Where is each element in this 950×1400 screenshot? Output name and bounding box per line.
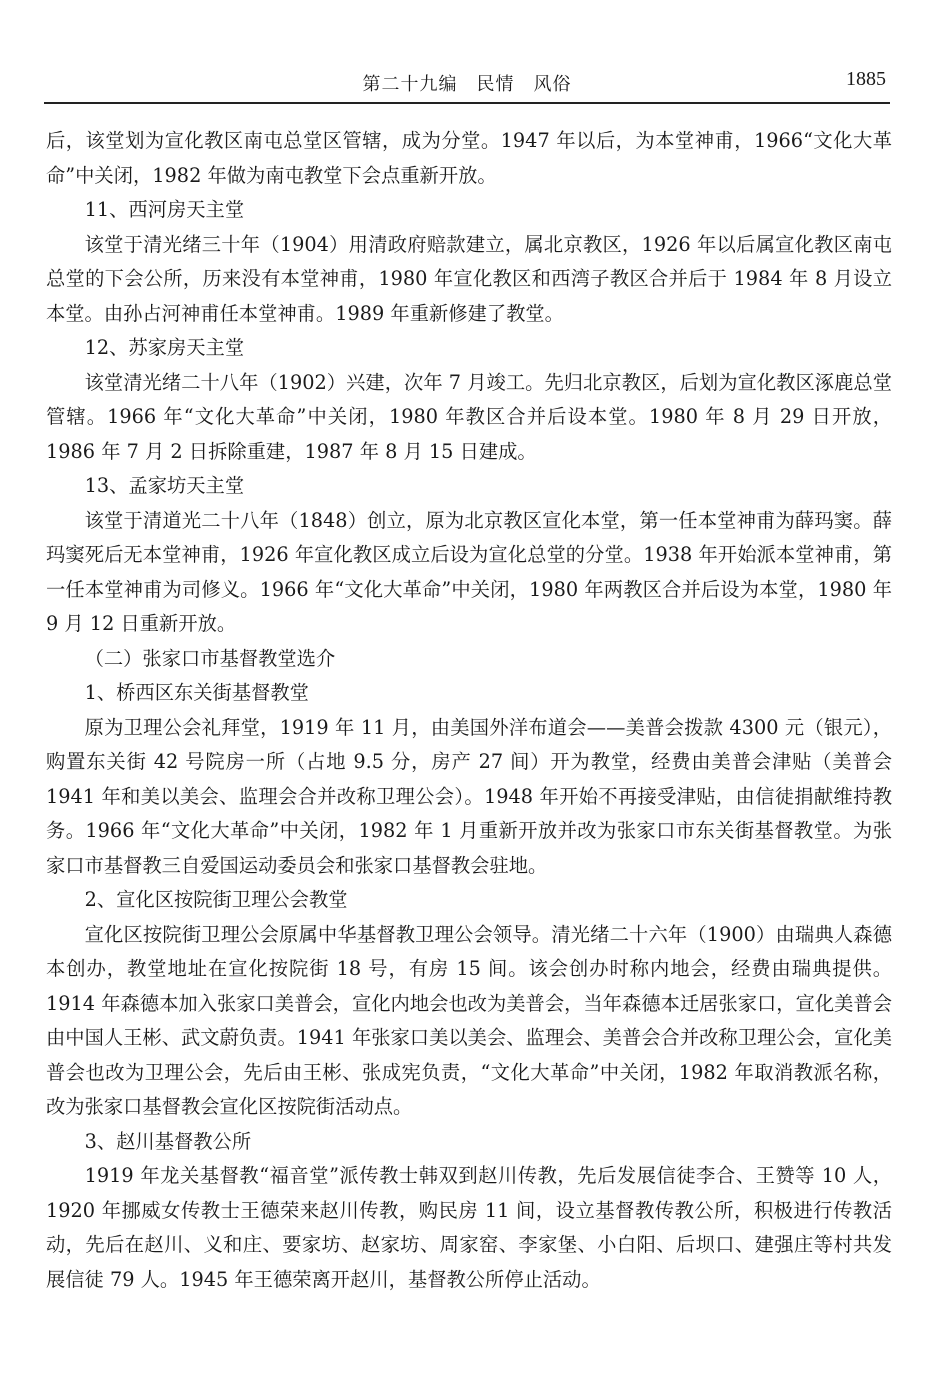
section-heading-dongguanjie: 1、桥西区东关街基督教堂 [84, 681, 309, 704]
section-heading-mengjiafang: 13、孟家坊天主堂 [84, 474, 245, 497]
paragraph-zhaochuan: 1919 年龙关基督教“福音堂”派传教士韩双到赵川传教，先后发展信徒李合、王赞等 10 人，1920 年挪威女传教士王德荣来赵川传教，购民房 11 间，设立基督教传教公所，积极进行传教活动，先后在赵川、义和庄、要家坊、赵家坊、周家窑、李家堡、小白阳、后坝口、建强庄等村共发展信徒 79 人。1945 年王德荣离开赵川，基督教公所停止活动。 [46, 1164, 892, 1291]
paragraph-anyuanjie: 宣化区按院街卫理公会原属中华基督教卫理公会领导。清光绪二十六年（1900）由瑞典人森德本创办，教堂地址在宣化按院街 18 号，有房 15 间。该会创办时称内地会，经费由瑞典提供。1914 年森德本加入张家口美普会，宣化内地会也改为美普会，当年森德本迁居张家口，宣化美普会由中国人王彬、武文蔚负责。1941 年张家口美以美会、监理会、美普会合并改称卫理公会，宣化美普会也改为卫理公会，先后由王彬、张成宪负责，“文化大革命”中关闭，1982 年取消教派名称，改为张家口基督教会宣化区按院街活动点。 [46, 922, 892, 1118]
section-heading-sujiafang: 12、苏家房天主堂 [84, 336, 245, 359]
page-header [44, 68, 890, 104]
paragraph-dongguanjie: 原为卫理公会礼拜堂，1919 年 11 月，由美国外洋布道会——美普会拨款 4300 元（银元），购置东关街 42 号院房一所（占地 9.5 分，房产 27 间）开为教堂，经费由美普会津贴（美普会 1941 年和美以美会、监理会合并改称卫理公会）。1948 年开始不再接受津贴，由信徒捐献维持教务。1966 年“文化大革命”中关闭，1982 年 1 月重新开放并改为张家口市东关街基督教堂。为张家口市基督教三自爱国运动委员会和张家口基督教会驻地。 [46, 715, 892, 877]
running-title: 第二十九编 民情 风俗 [362, 74, 572, 95]
paragraph-mengjiafang: 该堂于清道光二十八年（1848）创立，原为北京教区宣化本堂，第一任本堂神甫为薛玛窦。薛玛窦死后无本堂神甫，1926 年宣化教区成立后设为宣化总堂的分堂。1938 年开始派本堂神甫，第一任本堂神甫为司修义。1966 年“文化大革命”中关闭，1980 年两教区合并后设为本堂，1980 年 9 月 12 日重新开放。 [46, 508, 892, 635]
paragraph-xihefang: 该堂于清光绪三十年（1904）用清政府赔款建立，属北京教区，1926 年以后属宣化教区南屯总堂的下会公所，历来没有本堂神甫，1980 年宣化教区和西湾子教区合并后于 1984 年 8 月设立本堂。由孙占河神甫任本堂神甫。1989 年重新修建了教堂。 [46, 232, 892, 325]
section-heading-zhaochuan: 3、赵川基督教公所 [84, 1129, 252, 1153]
chapter-heading-christian-churches: （二）张家口市基督教堂选介 [84, 646, 336, 670]
page-number: 1885 [846, 68, 886, 90]
page-body [46, 124, 892, 1297]
paragraph-sujiafang: 该堂清光绪二十八年（1902）兴建，次年 7 月竣工。先归北京教区，后划为宣化教区涿鹿总堂管辖。1966 年“文化大革命”中关闭，1980 年教区合并后设本堂。1980 年 8 月 29 日开放，1986 年 7 月 2 日拆除重建，1987 年 8 月 15 日建成。 [46, 370, 892, 463]
paragraph-continuation: 后，该堂划为宣化教区南屯总堂区管辖，成为分堂。1947 年以后，为本堂神甫，1966“文化大革命”中关闭，1982 年做为南屯教堂下会点重新开放。 [46, 129, 892, 187]
section-heading-anyuanjie: 2、宣化区按院街卫理公会教堂 [84, 888, 348, 911]
section-heading-xihefang: 11、西河房天主堂 [84, 198, 245, 221]
